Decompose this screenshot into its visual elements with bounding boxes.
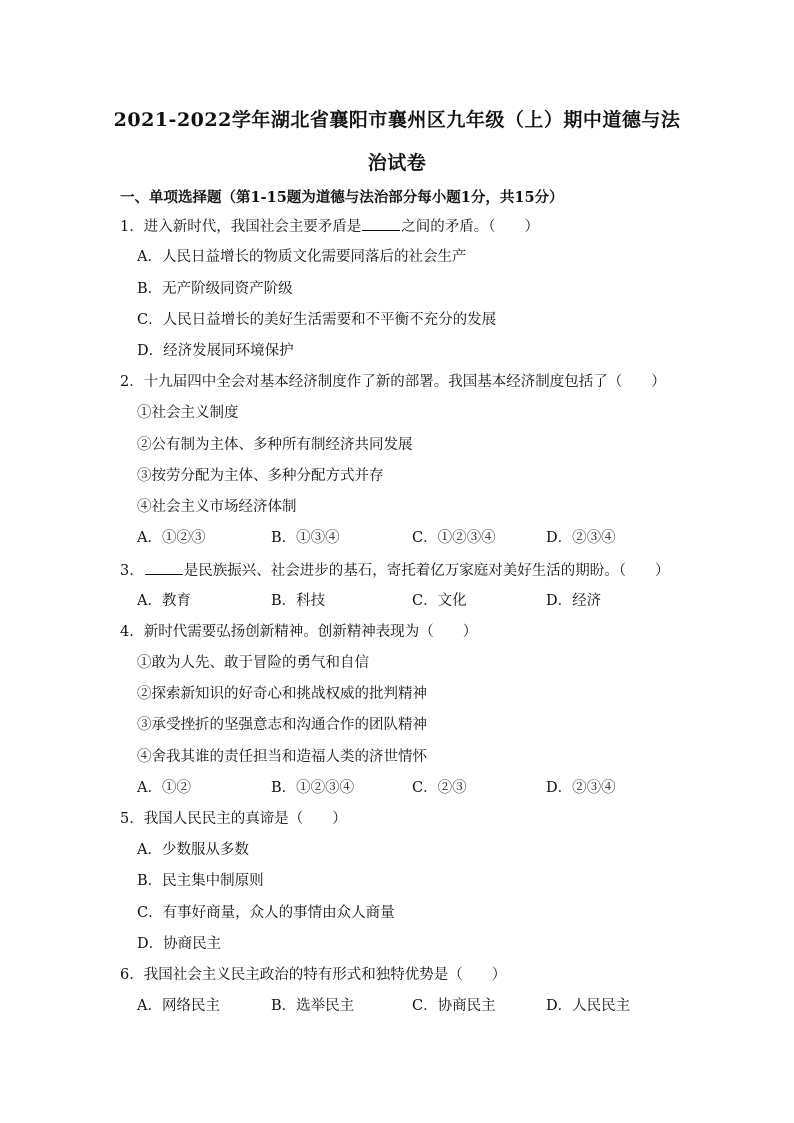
exam-title-line2: 治试卷 <box>367 152 427 174</box>
question-4-statement-4: ④舍我其谁的责任担当和造福人类的济世情怀 <box>137 749 427 765</box>
question-1-stem <box>120 216 539 237</box>
question-4-option-d: D．②③④ <box>546 780 616 796</box>
question-2-statement-4: ④社会主义市场经济体制 <box>137 499 297 515</box>
question-2-option-a: A．①②③ <box>137 530 206 546</box>
question-4-option-a: A．①② <box>137 780 191 796</box>
question-3-option-c: C．文化 <box>412 593 467 609</box>
question-1-stem-part1: 1．进入新时代，我国社会主要矛盾是 <box>120 219 362 235</box>
question-4-stem: 4．新时代需要弘扬创新精神。创新精神表现为（ ） <box>120 624 478 640</box>
question-1-option-b: B．无产阶级同资产阶级 <box>137 281 293 297</box>
question-2-statement-1: ①社会主义制度 <box>137 405 239 421</box>
exam-title-line1: 2021-2022学年湖北省襄阳市襄州区九年级（上）期中道德与法 <box>113 109 681 131</box>
question-6-stem: 6．我国社会主义民主政治的特有形式和独特优势是（ ） <box>120 967 507 983</box>
question-2-stem: 2．十九届四中全会对基本经济制度作了新的部署。我国基本经济制度包括了（ ） <box>120 374 666 390</box>
question-4-option-c: C．②③ <box>412 780 467 796</box>
question-2-option-c: C．①②③④ <box>412 530 496 546</box>
question-5-option-c: C．有事好商量，众人的事情由众人商量 <box>137 905 395 921</box>
question-1-option-c: C．人民日益增长的美好生活需要和不平衡不充分的发展 <box>137 312 497 328</box>
question-6-option-c: C．协商民主 <box>412 998 496 1014</box>
question-3-stem-text: 是民族振兴、社会进步的基石，寄托着亿万家庭对美好生活的期盼。（ ） <box>183 563 670 579</box>
question-3-option-b: B．科技 <box>271 593 326 609</box>
question-5-option-a: A．少数服从多数 <box>137 842 249 858</box>
question-1-option-d: D．经济发展同环境保护 <box>137 343 294 359</box>
question-2-statement-3: ③按劳分配为主体、多种分配方式并存 <box>137 468 384 484</box>
question-6-option-a: A．网络民主 <box>137 998 220 1014</box>
question-3-stem <box>120 560 669 581</box>
question-3-number: 3． <box>120 563 144 579</box>
question-1-stem-part2: 之间的矛盾。（ ） <box>401 219 539 235</box>
question-1-option-a: A．人民日益增长的物质文化需要同落后的社会生产 <box>137 249 467 265</box>
question-4-statement-3: ③承受挫折的坚强意志和沟通合作的团队精神 <box>137 717 427 733</box>
question-5-stem: 5．我国人民民主的真谛是（ ） <box>120 811 347 827</box>
fill-blank <box>145 560 183 575</box>
question-2-option-b: B．①③④ <box>271 530 340 546</box>
question-4-statement-2: ②探索新知识的好奇心和挑战权威的批判精神 <box>137 686 427 702</box>
question-2-statement-2: ②公有制为主体、多种所有制经济共同发展 <box>137 437 413 453</box>
question-3-option-a: A．教育 <box>137 593 191 609</box>
question-4-option-b: B．①②③④ <box>271 780 355 796</box>
question-5-option-b: B．民主集中制原则 <box>137 873 264 889</box>
question-3-option-d: D．经济 <box>546 593 602 609</box>
question-6-option-d: D．人民民主 <box>546 998 631 1014</box>
question-4-statement-1: ①敢为人先、敢于冒险的勇气和自信 <box>137 655 369 671</box>
question-5-option-d: D．协商民主 <box>137 936 222 952</box>
fill-blank <box>362 216 400 231</box>
question-6-option-b: B．选举民主 <box>271 998 355 1014</box>
section-heading: 一、单项选择题（第1-15题为道德与法治部分每小题1分，共15分） <box>120 189 564 206</box>
question-2-option-d: D．②③④ <box>546 530 616 546</box>
